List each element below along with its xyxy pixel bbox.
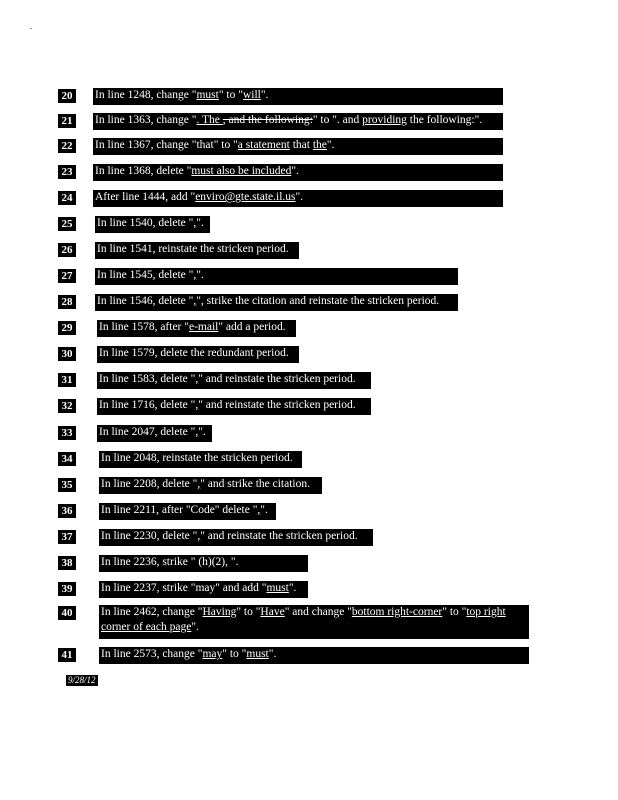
text-segment: In line 1578, after " xyxy=(99,321,189,333)
text-segment: " to " xyxy=(236,606,261,618)
amendment-text xyxy=(95,294,458,311)
inserted-text: a statement xyxy=(237,139,290,151)
inserted-text: may xyxy=(202,648,223,660)
inserted-text: , xyxy=(195,373,199,385)
scan-mark xyxy=(30,28,32,29)
text-segment: In line 1540, delete " xyxy=(97,217,194,229)
text-segment: ", strike the citation and reinstate the stricken period. xyxy=(196,295,440,307)
item-number: 35 xyxy=(58,478,76,492)
item-number: 20 xyxy=(58,89,76,103)
text-segment: In line 2230, delete " xyxy=(101,530,198,542)
inserted-text: must xyxy=(266,582,289,594)
item-number: 25 xyxy=(58,217,76,231)
item-number: 22 xyxy=(58,139,76,153)
inserted-text: enviro@gte.state.il.us xyxy=(195,191,296,203)
text-segment: In line 2211, after "Code" delete " xyxy=(101,504,258,516)
inserted-text: must xyxy=(246,648,269,660)
item-number: 39 xyxy=(58,582,76,596)
text-segment: In line 1546, delete " xyxy=(97,295,194,307)
amendment-text xyxy=(93,190,503,207)
item-number: 41 xyxy=(58,648,76,662)
item-number: 26 xyxy=(58,243,76,257)
text-segment: " and reinstate the stricken period. xyxy=(198,373,356,385)
text-segment: In line 2573, change " xyxy=(101,648,203,660)
text-segment: In line 1248, change " xyxy=(95,89,197,101)
text-segment: ". xyxy=(260,504,268,516)
text-segment: In line 1716, delete " xyxy=(99,399,196,411)
inserted-text: . The xyxy=(196,114,223,126)
inserted-text: e-mail xyxy=(188,321,219,333)
amendment-text xyxy=(99,477,322,494)
amendment-text xyxy=(97,320,296,337)
amendment-text xyxy=(95,216,210,233)
inserted-text: Having xyxy=(202,606,237,618)
text-segment: In line 1368, delete " xyxy=(95,165,192,177)
inserted-text: , xyxy=(193,269,197,281)
text-segment: ". xyxy=(288,582,297,594)
amendment-text xyxy=(99,529,373,546)
text-segment: In line 1583, delete " xyxy=(99,373,196,385)
amendment-text xyxy=(99,451,302,468)
text-segment: In line 1367, change "that" to " xyxy=(95,139,238,151)
text-segment: In line 2047, delete " xyxy=(99,426,196,438)
text-segment: " to " xyxy=(222,648,247,660)
item-number: 32 xyxy=(58,399,76,413)
item-number: 40 xyxy=(58,606,76,620)
amendment-text xyxy=(93,164,503,181)
item-number: 30 xyxy=(58,347,76,361)
item-number: 38 xyxy=(58,556,76,570)
amendment-text xyxy=(95,242,299,259)
text-segment: ". xyxy=(268,648,277,660)
amendment-text xyxy=(97,398,371,415)
amendment-text xyxy=(99,605,529,639)
inserted-text: , xyxy=(195,399,199,411)
text-segment: After line 1444, add " xyxy=(95,191,196,203)
inserted-text: , xyxy=(197,530,201,542)
inserted-text: , xyxy=(257,504,261,516)
item-number: 31 xyxy=(58,373,76,387)
text-segment: the following:". xyxy=(406,114,483,126)
text-segment: " and reinstate the stricken period. xyxy=(200,530,358,542)
text-segment: " and reinstate the stricken period. xyxy=(198,399,356,411)
text-segment: In line 1363, change " xyxy=(95,114,197,126)
item-number: 29 xyxy=(58,321,76,335)
amendment-text xyxy=(93,88,503,105)
item-number: 33 xyxy=(58,426,76,440)
text-segment: In line 2236, strike " (h)(2), ". xyxy=(101,556,239,568)
inserted-text: Have xyxy=(260,606,285,618)
amendment-text xyxy=(97,372,371,389)
text-segment: In line 2462, change " xyxy=(101,606,203,618)
text-segment: In line 1541, reinstate the stricken period. xyxy=(97,243,289,255)
amendment-text xyxy=(99,555,308,572)
inserted-text: the xyxy=(312,139,327,151)
item-number: 37 xyxy=(58,530,76,544)
text-segment: In line 1545, delete " xyxy=(97,269,194,281)
text-segment: In line 1579, delete the redundant period. xyxy=(99,347,289,359)
inserted-text: , xyxy=(195,426,199,438)
amendment-text xyxy=(99,581,308,598)
inserted-text: will xyxy=(242,89,261,101)
amendment-text xyxy=(97,425,212,442)
text-segment: ". xyxy=(196,217,204,229)
text-segment: ". xyxy=(295,191,304,203)
item-number: 27 xyxy=(58,269,76,283)
text-segment: In line 2237, strike "may" and add " xyxy=(101,582,267,594)
text-segment: " to " xyxy=(442,606,467,618)
text-segment: In line 2048, reinstate the stricken period. xyxy=(101,452,293,464)
amendment-text xyxy=(95,268,458,285)
text-segment: ". xyxy=(198,426,206,438)
amendment-text xyxy=(93,138,503,155)
text-segment: " to " xyxy=(218,89,243,101)
inserted-text: , xyxy=(193,295,197,307)
text-segment: ". xyxy=(260,89,269,101)
footer-date: 9/28/12 xyxy=(68,675,96,685)
item-number: 24 xyxy=(58,191,76,205)
item-number: 36 xyxy=(58,504,76,518)
item-number: 28 xyxy=(58,295,76,309)
amendment-text xyxy=(93,113,503,130)
text-segment: ". xyxy=(191,621,199,633)
inserted-text: , xyxy=(197,478,201,490)
amendment-text xyxy=(99,647,529,664)
text-segment: In line 2208, delete " xyxy=(101,478,198,490)
amendment-text xyxy=(99,503,276,520)
inserted-text: bottom right-corner xyxy=(351,606,443,618)
text-segment: " and change " xyxy=(284,606,352,618)
inserted-text: , xyxy=(193,217,197,229)
text-segment: ". xyxy=(196,269,204,281)
inserted-text: top right corner of each page xyxy=(101,606,506,633)
text-segment: that xyxy=(289,139,313,151)
text-segment: ". xyxy=(291,165,299,177)
item-number: 34 xyxy=(58,452,76,466)
text-segment: " add a period. xyxy=(218,321,286,333)
text-segment: " to ". and xyxy=(312,114,363,126)
text-segment: " and strike the citation. xyxy=(200,478,310,490)
stricken-text: , and the following: xyxy=(222,114,313,126)
inserted-text: must xyxy=(196,89,219,101)
amendment-text xyxy=(97,346,299,363)
item-number: 23 xyxy=(58,165,76,179)
text-segment: ". xyxy=(326,139,335,151)
inserted-text: must also be included xyxy=(191,165,292,177)
item-number: 21 xyxy=(58,114,76,128)
inserted-text: providing xyxy=(362,114,407,126)
